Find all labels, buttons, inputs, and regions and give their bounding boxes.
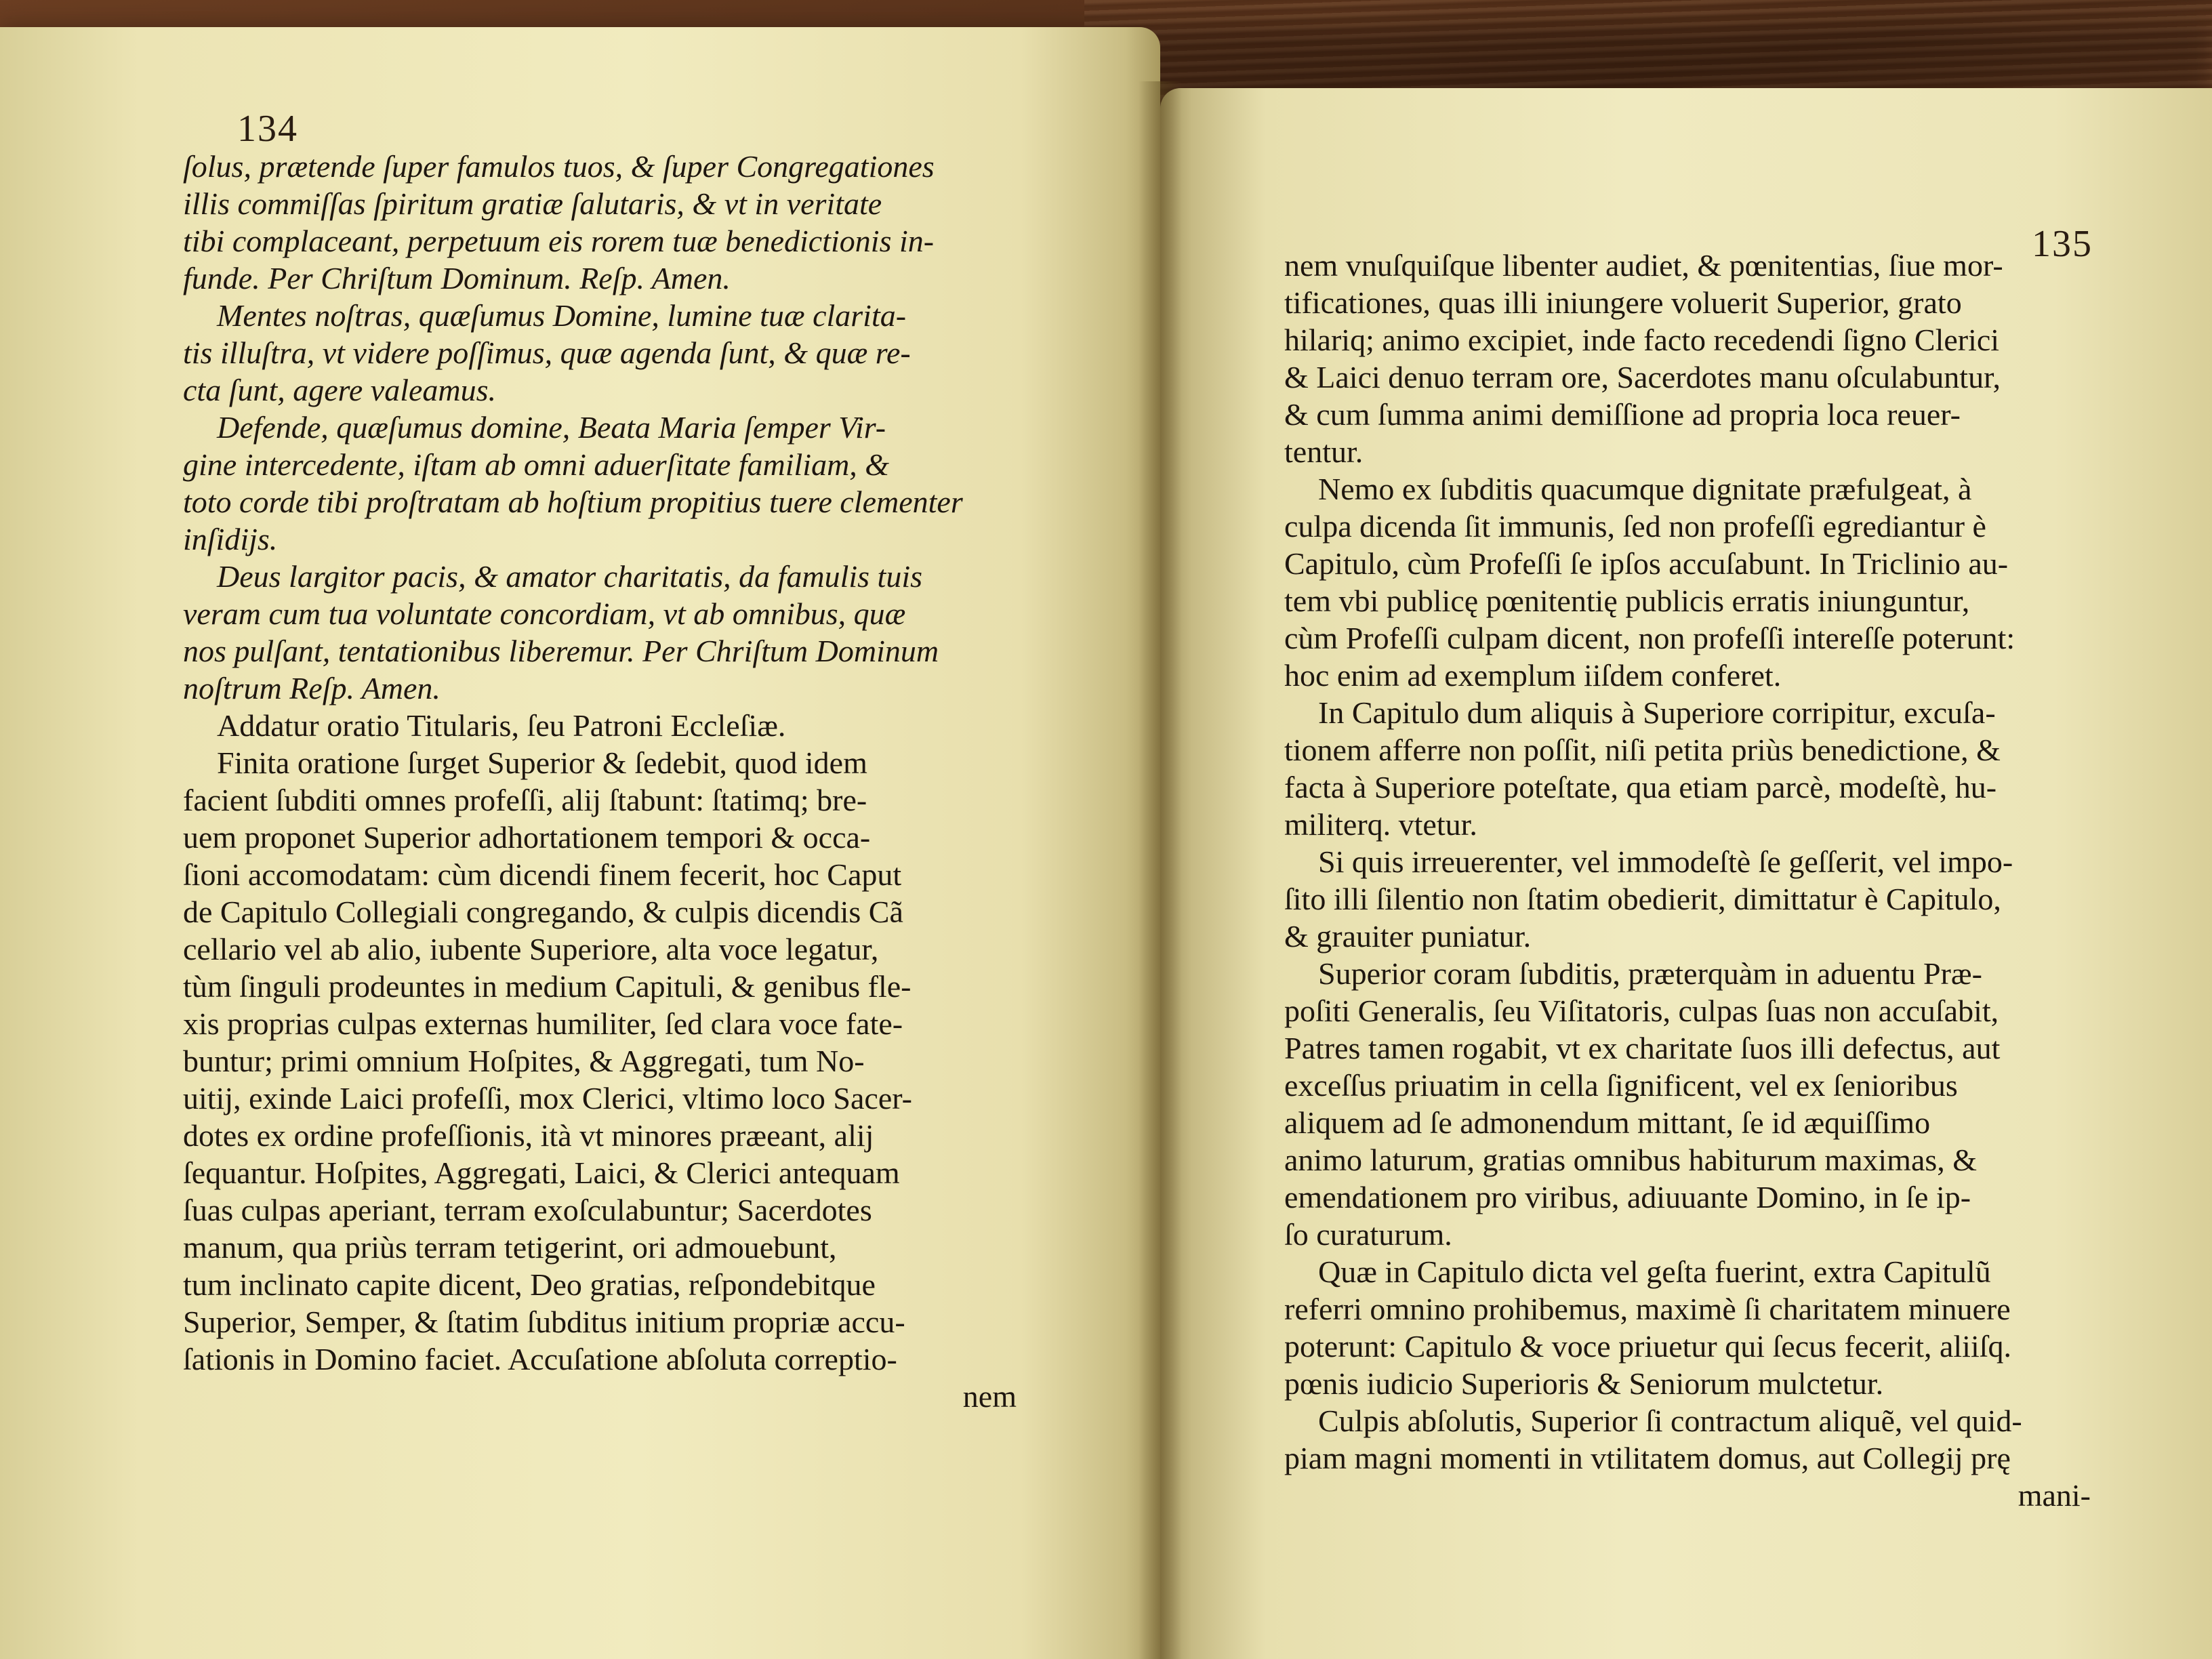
- text-line: uitij, exinde Laici profeſſi, mox Clerici, vltimo loco Sacer-: [183, 1081, 912, 1115]
- text-line: uem proponet Superior adhortationem tempori & occa-: [183, 820, 871, 855]
- text-line: tum inclinato capite dicent, Deo gratias, reſpondebitque: [183, 1267, 876, 1302]
- text-line: tem vbi publicę pœnitentię publicis erratis iniunguntur,: [1284, 583, 1970, 618]
- text-line: emendationem pro viribus, adiuuante Domino, in ſe ip-: [1284, 1180, 1971, 1214]
- text-line: buntur; primi omnium Hoſpites, & Aggregati, tum No-: [183, 1044, 865, 1078]
- text-line: piam magni momenti in vtilitatem domus, aut Collegij prę: [1284, 1441, 2011, 1475]
- text-line: manum, qua priùs terram tetigerint, ori admouebunt,: [183, 1230, 837, 1265]
- text-line: facient ſubditi omnes profeſſi, alij ſtabunt: ſtatimq; bre-: [183, 783, 867, 817]
- text-line: & cum ſumma animi demiſſione ad propria loca reuer-: [1284, 397, 1961, 432]
- text-line: & grauiter puniatur.: [1284, 919, 1532, 954]
- left-page: [0, 27, 1160, 1659]
- text-line: militerq. vtetur.: [1284, 807, 1477, 842]
- text-line: poſiti Generalis, ſeu Viſitatoris, culpas ſuas non accuſabit,: [1284, 994, 1999, 1028]
- text-line: inſidijs.: [183, 522, 278, 556]
- text-line: ſo curaturum.: [1284, 1217, 1452, 1252]
- text-line: Nemo ex ſubditis quacumque dignitate præfulgeat, à: [1318, 472, 1972, 506]
- text-line: cellario vel ab alio, iubente Superiore, alta voce legatur,: [183, 932, 879, 966]
- text-line: tis illuſtra, vt videre poſſimus, quæ agenda ſunt, & quæ re-: [183, 335, 911, 370]
- text-line: cta ſunt, agere valeamus.: [183, 373, 497, 407]
- right-page-text: [1284, 247, 2145, 1514]
- text-line: In Capitulo dum aliquis à Superiore corripitur, excuſa-: [1318, 695, 1996, 730]
- text-line: facta à Superiore poteſtate, qua etiam parcè, modeſtè, hu-: [1284, 770, 1997, 804]
- text-line: & Laici denuo terram ore, Sacerdotes manu oſculabuntur,: [1284, 360, 2001, 394]
- text-line: tùm ſinguli prodeuntes in medium Capituli, & genibus fle-: [183, 969, 912, 1004]
- text-line: ſuas culpas aperiant, terram exoſculabuntur; Sacerdotes: [183, 1193, 872, 1227]
- text-line: nem vnuſquiſque libenter audiet, & pœnitentias, ſiue mor-: [1284, 248, 2003, 283]
- book-gutter: [1139, 81, 1182, 1659]
- text-line: cùm Profeſſi culpam dicent, non profeſſi intereſſe poterunt:: [1284, 621, 2015, 655]
- text-line: referri omnino prohibemus, maximè ſi charitatem minuere: [1284, 1292, 2011, 1326]
- text-line: illis commiſſas ſpiritum gratiæ ſalutaris, & vt in veritate: [183, 186, 882, 221]
- text-line: Culpis abſolutis, Superior ſi contractum aliquẽ, vel quid-: [1318, 1404, 2022, 1438]
- text-line: pœnis iudicio Superioris & Seniorum mulctetur.: [1284, 1366, 1884, 1401]
- text-line: Patres tamen rogabit, vt ex charitate ſuos illi defectus, aut: [1284, 1031, 2001, 1065]
- catchword: mani-: [2018, 1478, 2091, 1513]
- text-line: ſioni accomodatam: cùm dicendi finem fecerit, hoc Caput: [183, 857, 902, 892]
- text-line: noſtrum Reſp. Amen.: [183, 671, 441, 705]
- text-line: exceſſus priuatim in cella ſignificent, vel ex ſenioribus: [1284, 1068, 1958, 1103]
- text-line: animo laturum, gratias omnibus habiturum maximas, &: [1284, 1143, 1978, 1177]
- text-line: Si quis irreuerenter, vel immodeſtè ſe geſſerit, vel impo-: [1318, 844, 2013, 879]
- text-line: tibi complaceant, perpetuum eis rorem tuæ benedictionis in-: [183, 224, 935, 258]
- text-line: dotes ex ordine profeſſionis, ità vt minores præeant, alij: [183, 1118, 874, 1153]
- text-line: Finita oratione ſurget Superior & ſedebit, quod idem: [217, 745, 867, 780]
- text-line: de Capitulo Collegiali congregando, & culpis dicendis Cã: [183, 895, 903, 929]
- text-line: Capitulo, cùm Profeſſi ſe ipſos accuſabunt. In Triclinio au-: [1284, 546, 2009, 581]
- text-line: tificationes, quas illi iniungere voluerit Superior, grato: [1284, 285, 1962, 320]
- text-line: ſolus, prætende ſuper famulos tuos, & ſuper Congregationes: [183, 149, 935, 184]
- text-line: Defende, quæſumus domine, Beata Maria ſemper Vir-: [217, 410, 886, 445]
- text-line: veram cum tua voluntate concordiam, vt ab omnibus, quæ: [183, 596, 906, 631]
- text-line: ſationis in Domino faciet. Accuſatione abſoluta correptio-: [183, 1342, 897, 1376]
- text-line: toto corde tibi proſtratam ab hoſtium propitius tuere clementer: [183, 485, 963, 519]
- text-line: Addatur oratio Titularis, ſeu Patroni Eccleſiæ.: [217, 708, 786, 743]
- text-line: hilariq; animo excipiet, inde facto recedendi ſigno Clerici: [1284, 323, 2000, 357]
- right-page: [1160, 88, 2212, 1659]
- text-line: ſito illi ſilentio non ſtatim obedierit, dimittatur è Capitulo,: [1284, 882, 2001, 916]
- text-line: Quæ in Capitulo dicta vel geſta fuerint, extra Capitulũ: [1318, 1254, 1991, 1289]
- text-line: gine intercedente, iſtam ab omni aduerſitate familiam, &: [183, 447, 890, 482]
- text-line: funde. Per Chriſtum Dominum. Reſp. Amen.: [183, 261, 731, 295]
- text-line: tionem afferre non poſſit, niſi petita priùs benedictione, &: [1284, 733, 2001, 767]
- left-page-text: [183, 148, 1057, 1415]
- text-line: Deus largitor pacis, & amator charitatis, da famulis tuis: [217, 559, 923, 594]
- text-line: culpa dicenda ſit immunis, ſed non profeſſi egrediantur è: [1284, 509, 1986, 544]
- page-number-left: 134: [237, 108, 298, 150]
- text-line: Superior coram ſubditis, præterquàm in aduentu Præ-: [1318, 956, 1982, 991]
- text-line: poterunt: Capitulo & voce priuetur qui ſecus fecerit, aliiſq.: [1284, 1329, 2012, 1364]
- text-line: tentur.: [1284, 434, 1364, 469]
- text-line: Superior, Semper, & ſtatim ſubditus initium propriæ accu-: [183, 1305, 905, 1339]
- text-line: ſequantur. Hoſpites, Aggregati, Laici, & Clerici antequam: [183, 1155, 900, 1190]
- text-line: aliquem ad ſe admonendum mittant, ſe id æquiſſimo: [1284, 1105, 1931, 1140]
- text-line: hoc enim ad exemplum iiſdem conferet.: [1284, 658, 1782, 693]
- page-number-right: 135: [2032, 223, 2093, 265]
- catchword: nem: [962, 1379, 1017, 1414]
- text-line: xis proprias culpas externas humiliter, ſed clara voce fate-: [183, 1006, 903, 1041]
- text-line: Mentes noſtras, quæſumus Domine, lumine tuæ clarita-: [217, 298, 907, 333]
- text-line: nos pulſant, tentationibus liberemur. Per Chriſtum Dominum: [183, 634, 939, 668]
